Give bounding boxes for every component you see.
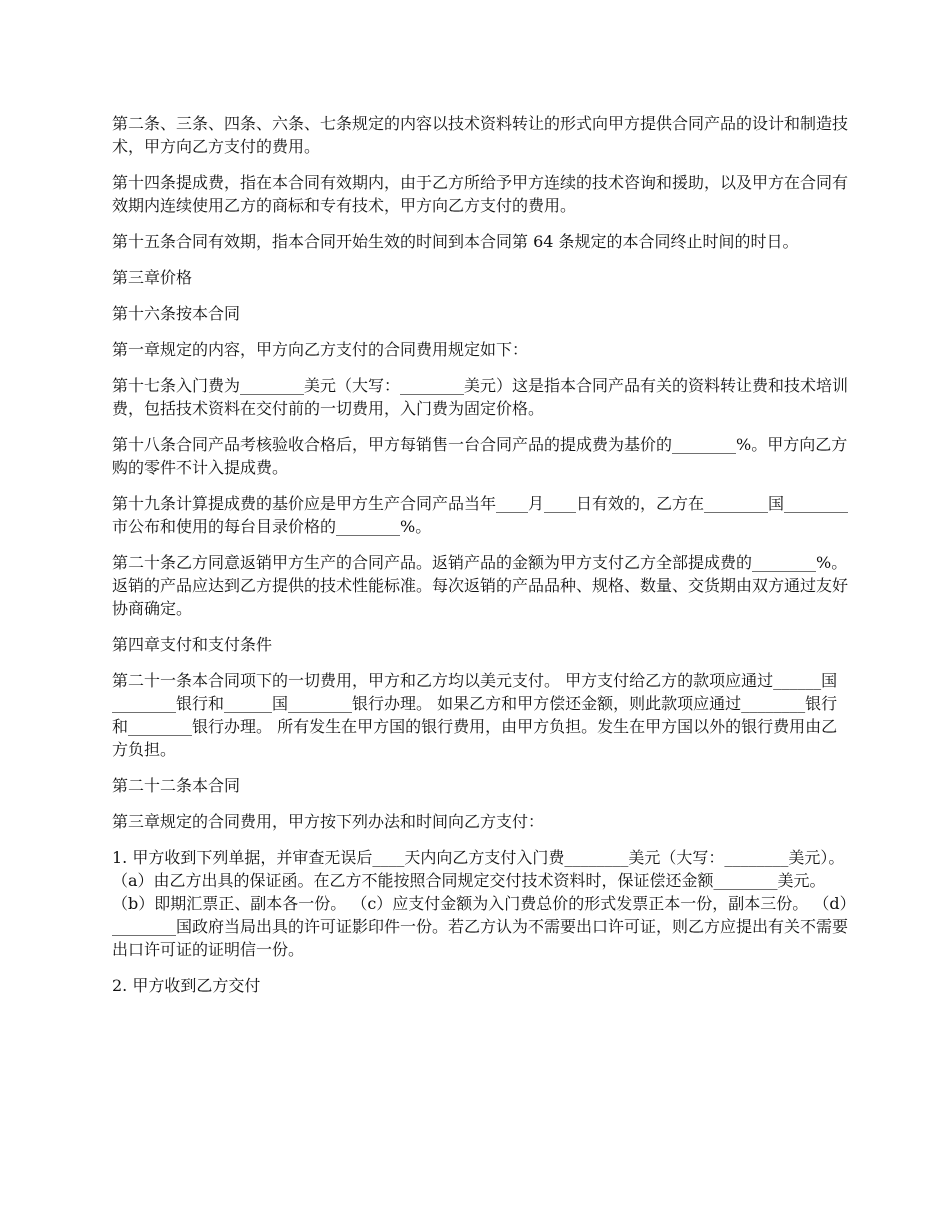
paragraph-article-21: 第二十一条本合同项下的一切费用，甲方和乙方均以美元支付。 甲方支付给乙方的款项应通过______国________银行和______国________银行办理。 如果乙方和甲方偿还金额，则此款项应通过________银行和________银行办理。 所有发生在甲方国的银行费用，由甲方负担。发生在甲方国以外的银行费用由乙方负担。 [112, 671, 838, 759]
chapter-3-heading: 第三章价格 [112, 268, 193, 287]
paragraph-payment-item-1: 1. 甲方收到下列单据，并审查无误后____天内向乙方支付入门费________美元（大写：________美元）。 （a）由乙方出具的保证函。在乙方不能按照合同规定交付技术资料时，保证偿还金额________美元。 （b）即期汇票正、副本各一份。 （c）应支付金额为入门费总价的形式发票正本一份，副本三份。 （d）________国政府当局出具的许可证影印件一份。若乙方认为不需要出口许可证，则乙方应提出有关不需要出口许可证的证明信一份。 [112, 848, 849, 959]
paragraph-article-15: 第十五条合同有效期，指本合同开始生效的时间到本合同第 64 条规定的本合同终止时间的时日。 [112, 232, 799, 251]
paragraph-article-20: 第二十条乙方同意返销甲方生产的合同产品。返销产品的金额为甲方支付乙方全部提成费的________%。返销的产品应达到乙方提供的技术性能标准。每次返销的产品品种、规格、数量、交货期由双方通过友好协商确定。 [112, 553, 849, 618]
paragraph-article-19: 第十九条计算提成费的基价应是甲方生产合同产品当年____月____日有效的，乙方在________国________市公布和使用的每台目录价格的________%。 [112, 494, 849, 536]
paragraph-chapter-3-reference: 第三章规定的合同费用，甲方按下列办法和时间向乙方支付： [112, 812, 545, 831]
paragraph-article-14: 第十四条提成费，指在本合同有效期内，由于乙方所给予甲方连续的技术咨询和援助，以及甲方在合同有效期内连续使用乙方的商标和专有技术，甲方向乙方支付的费用。 [112, 173, 849, 215]
paragraph-article-18: 第十八条合同产品考核验收合格后，甲方每销售一台合同产品的提成费为基价的________%。甲方向乙方购的零件不计入提成费。 [112, 435, 848, 477]
chapter-4-heading: 第四章支付和支付条件 [112, 635, 273, 654]
paragraph-definition-tech-fee: 第二条、三条、四条、六条、七条规定的内容以技术资料转让的形式向甲方提供合同产品的设计和制造技术，甲方向乙方支付的费用。 [112, 114, 849, 156]
paragraph-article-16: 第十六条按本合同 [112, 304, 241, 323]
document-body [112, 112, 852, 1010]
paragraph-article-17: 第十七条入门费为________美元（大写：________美元）这是指本合同产品有关的资料转让费和技术培训费，包括技术资料在交付前的一切费用，入门费为固定价格。 [112, 376, 849, 418]
paragraph-chapter-1-reference: 第一章规定的内容，甲方向乙方支付的合同费用规定如下： [112, 340, 529, 359]
paragraph-article-22: 第二十二条本合同 [112, 776, 241, 795]
paragraph-payment-item-2: 2. 甲方收到乙方交付 [112, 976, 261, 995]
